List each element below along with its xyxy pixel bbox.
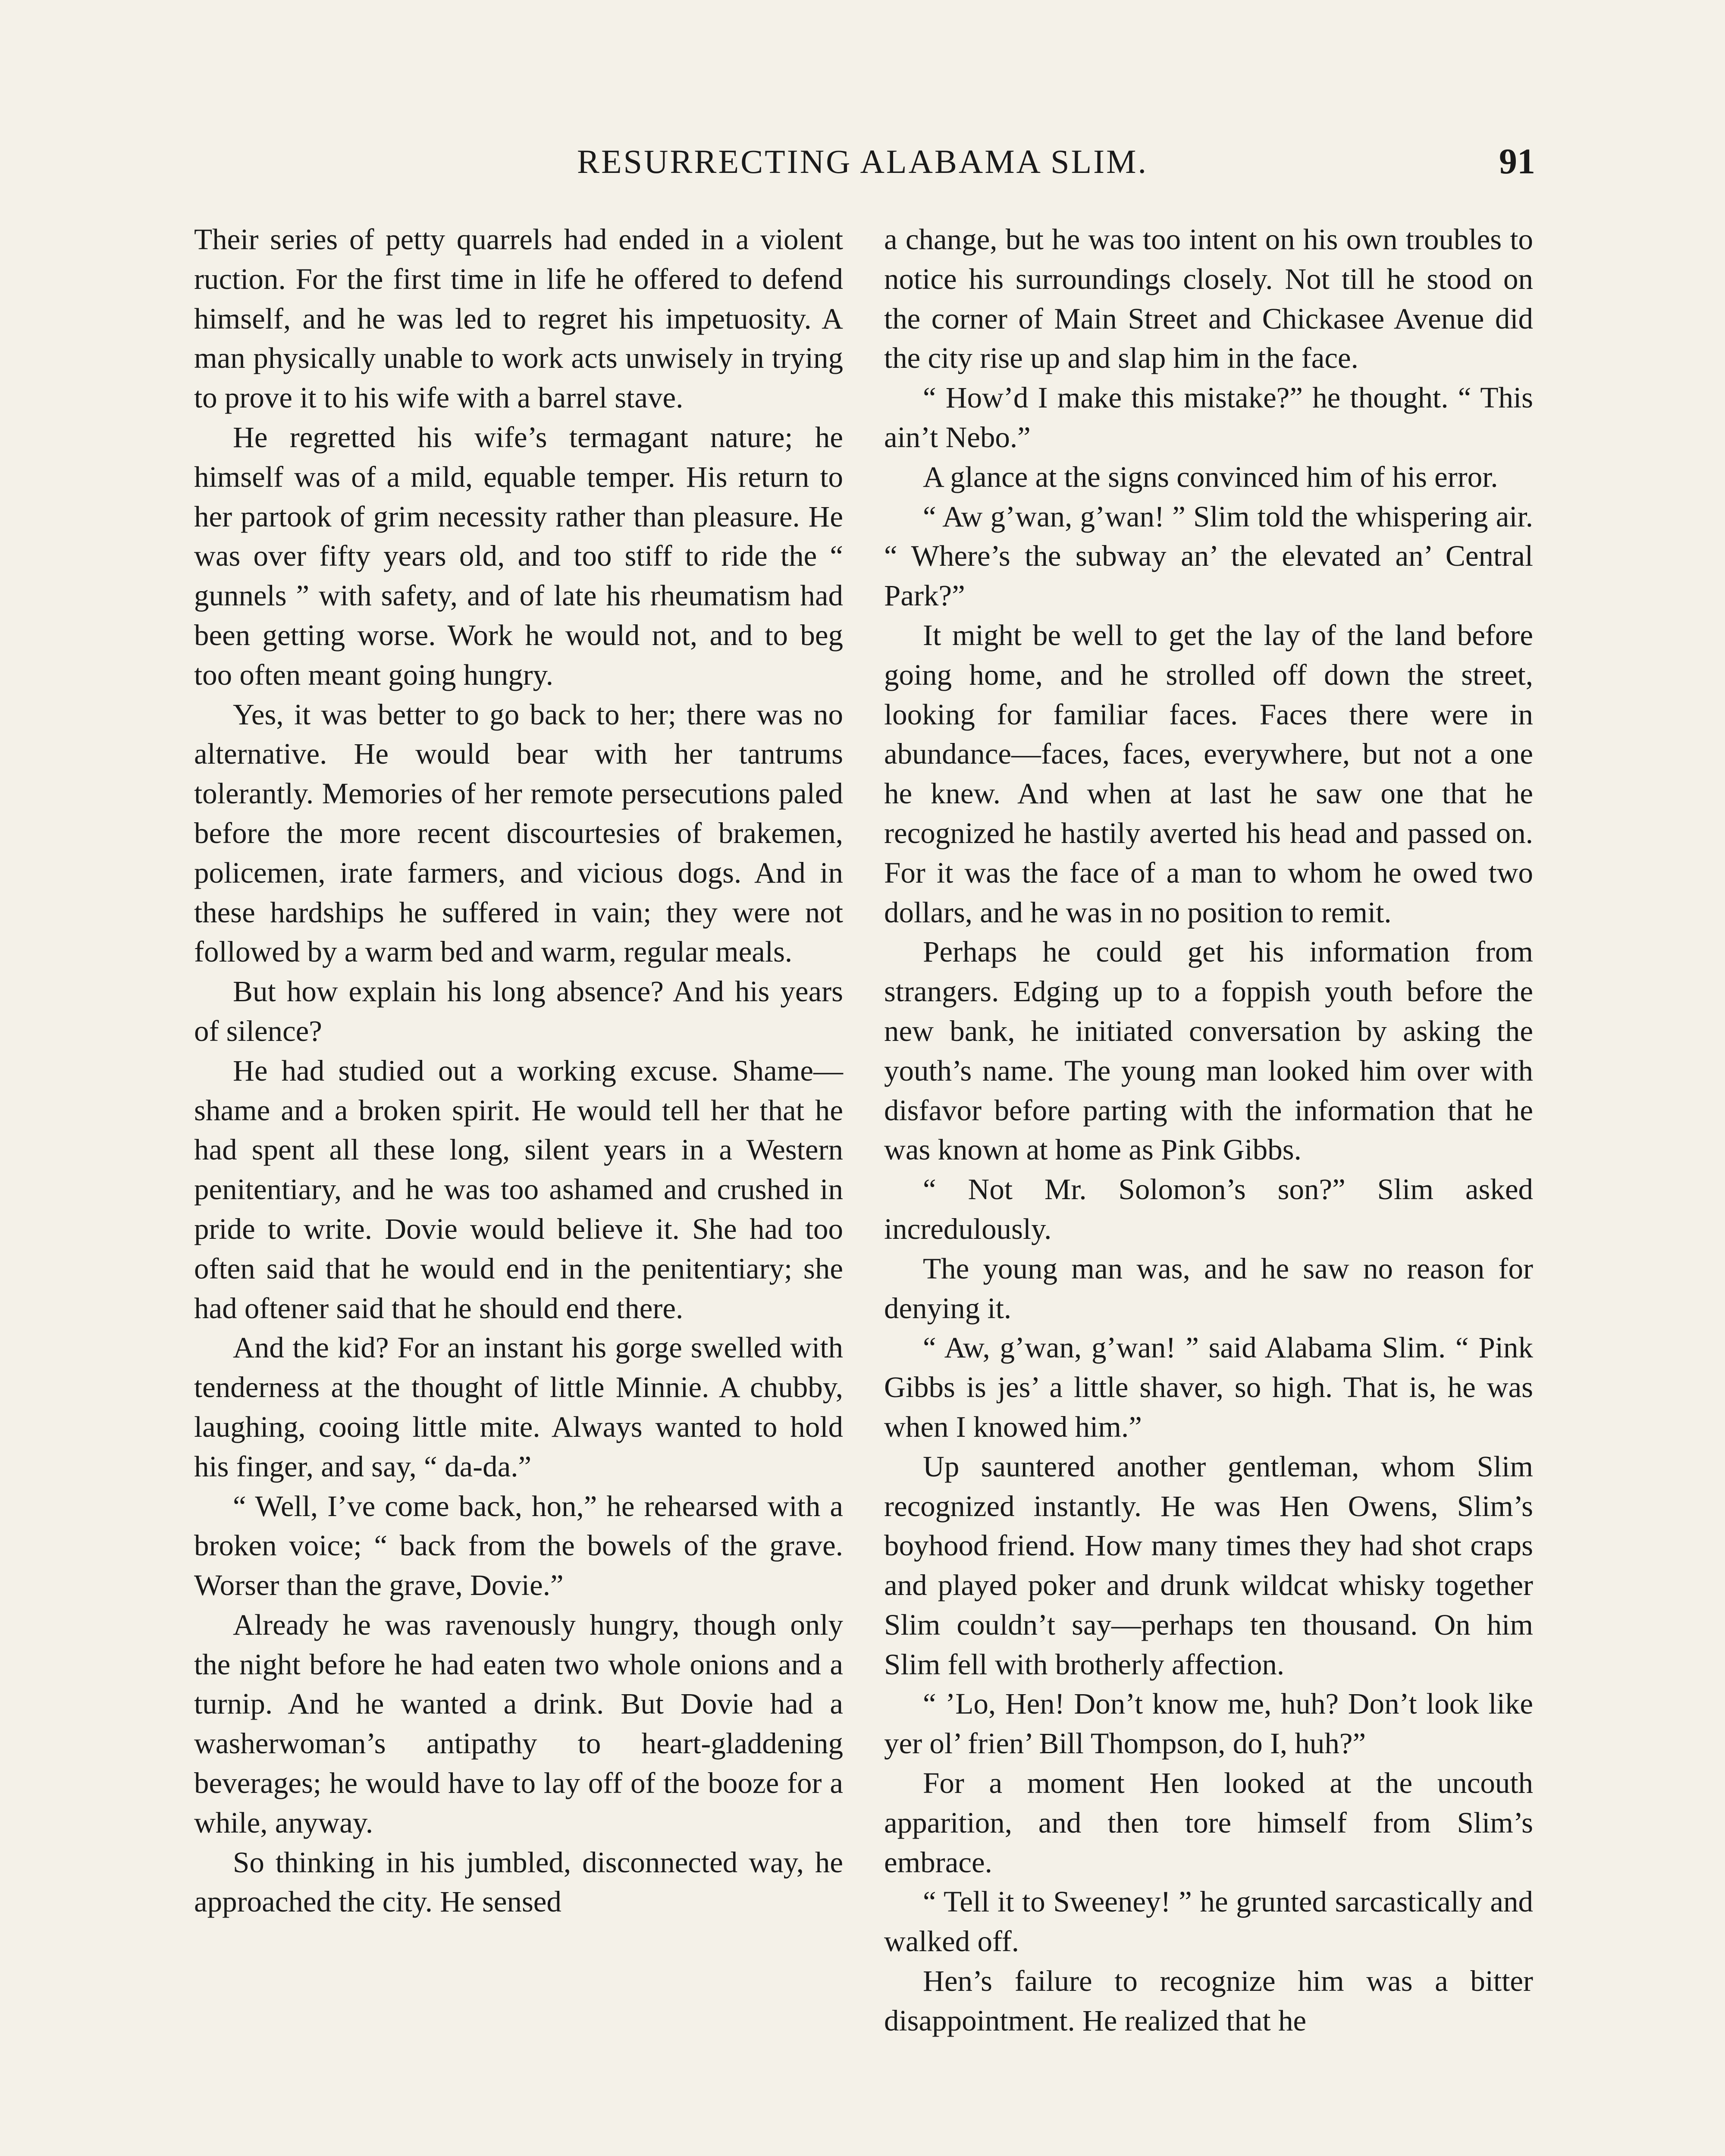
- paragraph: But how explain his long absence? And his years of silence?: [194, 975, 843, 1047]
- paragraph: Their series of petty quarrels had ended in a violent ruction. For the first time in life he offered to defend himself, and he was led to regret his impetuosity. A man physically unable to work acts unwisely in trying to prove it to his wife with a barrel stave.: [194, 223, 843, 414]
- page-number: 91: [1499, 141, 1535, 182]
- paragraph: For a moment Hen looked at the uncouth apparition, and then tore himself from Slim’s embrace.: [884, 1767, 1533, 1879]
- paragraph: Already he was ravenously hungry, though only the night before he had eaten two whole onions and a turnip. And he wanted a drink. But Dovie had a washerwoman’s antipathy to heart-gladdening beverages; he would have to lay off of the booze for a while, anyway.: [194, 1608, 843, 1839]
- paragraph: “ Aw g’wan, g’wan! ” Slim told the whispering air. “ Where’s the subway an’ the elevated an’ Central Park?”: [884, 500, 1533, 612]
- paragraph: The young man was, and he saw no reason for denying it.: [884, 1252, 1533, 1325]
- paragraph: “ How’d I make this mistake?” he thought. “ This ain’t Nebo.”: [884, 381, 1533, 454]
- paragraph: It might be well to get the lay of the land before going home, and he strolled off down the street, looking for familiar faces. Faces there were in abundance—faces, faces, everywhere, but not a one he knew. And when at last he saw one that he recognized he hastily averted his head and passed on. For it was the face of a man to whom he owed two dollars, and he was in no position to remit.: [884, 618, 1533, 929]
- paragraph: Hen’s failure to recognize him was a bitter disappointment. He realized that he: [884, 1965, 1533, 2037]
- text-column-left: [194, 220, 843, 1922]
- paragraph: He regretted his wife’s termagant nature; he himself was of a mild, equable temper. His return to her partook of grim necessity rather than pleasure. He was over fifty years old, and too stiff to ride the “ gunnels ” with safety, and of late his rheumatism had been getting worse. Work he would not, and to beg too often meant going hungry.: [194, 420, 843, 691]
- paragraph: “ Not Mr. Solomon’s son?” Slim asked incredulously.: [884, 1173, 1533, 1245]
- paragraph: A glance at the signs convinced him of his error.: [923, 460, 1498, 493]
- paragraph: Perhaps he could get his information from strangers. Edging up to a foppish youth before the new bank, he initiated conversation by asking the youth’s name. The young man looked him over with disfavor before parting with the information that he was known at home as Pink Gibbs.: [884, 935, 1533, 1166]
- running-head: [190, 138, 1535, 185]
- paragraph: “ Aw, g’wan, g’wan! ” said Alabama Slim. “ Pink Gibbs is jes’ a little shaver, so high. That is, he was when I knowed him.”: [884, 1331, 1533, 1443]
- paragraph: a change, but he was too intent on his own troubles to notice his surroundings closely. Not till he stood on the corner of Main Street and Chickasee Avenue did the city rise up and slap him in the face.: [884, 223, 1533, 375]
- running-title: RESURRECTING ALABAMA SLIM.: [577, 143, 1148, 180]
- paragraph: So thinking in his jumbled, disconnected way, he approached the city. He sensed: [194, 1846, 843, 1918]
- paragraph: And the kid? For an instant his gorge swelled with tenderness at the thought of little Minnie. A chubby, laughing, cooing little mite. Always wanted to hold his finger, and say, “ da-da.”: [194, 1331, 843, 1483]
- paragraph: He had studied out a working excuse. Shame—shame and a broken spirit. He would tell her that he had spent all these long, silent years in a Western penitentiary, and he was too ashamed and crushed in pride to write. Dovie would believe it. She had too often said that he would end in the penitentiary; she had oftener said that he should end there.: [194, 1054, 843, 1325]
- paragraph: “ Well, I’ve come back, hon,” he rehearsed with a broken voice; “ back from the bowels of the grave. Worser than the grave, Dovie.”: [194, 1489, 843, 1602]
- paragraph: “ ’Lo, Hen! Don’t know me, huh? Don’t look like yer ol’ frien’ Bill Thompson, do I, huh?”: [884, 1687, 1533, 1760]
- text-column-right: [884, 220, 1533, 2041]
- paragraph: “ Tell it to Sweeney! ” he grunted sarcastically and walked off.: [884, 1885, 1533, 1958]
- paragraph: Yes, it was better to go back to her; there was no alternative. He would bear with her tantrums tolerantly. Memories of her remote persecutions paled before the more recent discourtesies of brakemen, policemen, irate farmers, and vicious dogs. And in these hardships he suffered in vain; they were not followed by a warm bed and warm, regular meals.: [194, 698, 843, 968]
- paragraph: Up sauntered another gentleman, whom Slim recognized instantly. He was Hen Owens, Slim’s boyhood friend. How many times they had shot craps and played poker and drunk wildcat whisky together Slim couldn’t say—perhaps ten thousand. On him Slim fell with brotherly affection.: [884, 1450, 1533, 1681]
